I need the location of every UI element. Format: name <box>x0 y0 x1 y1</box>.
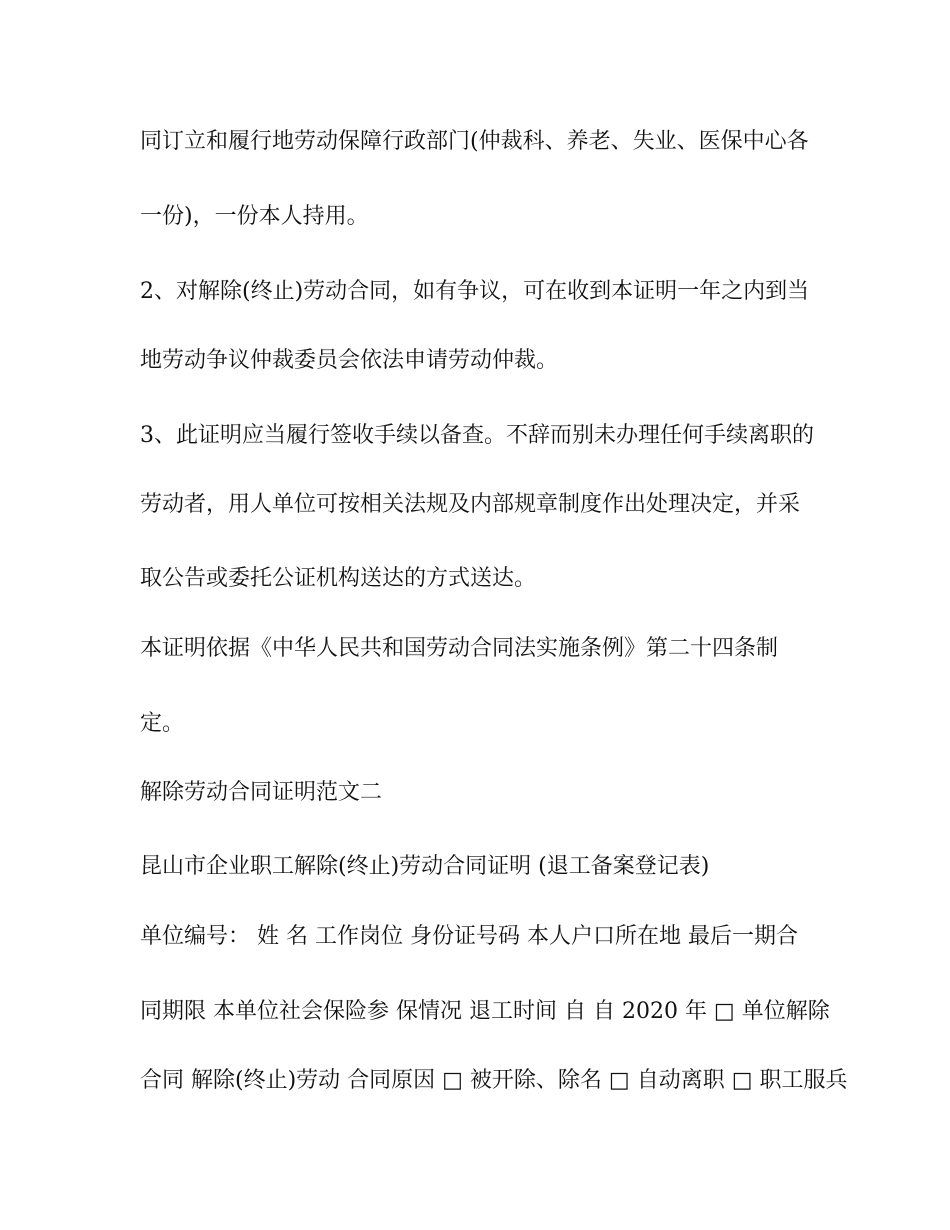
paragraph-3-line-3: 取公告或委托公证机构送达的方式送达。 <box>140 566 537 591</box>
form-title: 昆山市企业职工解除(终止)劳动合同证明 (退工备案登记表) <box>140 854 710 879</box>
paragraph-3-line-2: 劳动者，用人单位可按相关法规及内部规章制度作出处理决定，并采 <box>140 492 801 517</box>
form-fields-line-1: 单位编号： 姓 名 工作岗位 身份证号码 本人户口所在地 最后一期合 <box>140 924 798 949</box>
paragraph-1-line-2: 一份)，一份本人持用。 <box>140 204 369 229</box>
paragraph-2-line-2: 地劳动争议仲裁委员会依法申请劳动仲裁。 <box>140 348 559 373</box>
paragraph-1-line-1: 同订立和履行地劳动保障行政部门(仲裁科、养老、失业、医保中心各 <box>140 129 809 154</box>
paragraph-2-line-1: 2、对解除(终止)劳动合同，如有争议，可在收到本证明一年之内到当 <box>140 279 810 304</box>
paragraph-4-line-2: 定。 <box>140 711 185 736</box>
section-heading: 解除劳动合同证明范文二 <box>140 780 383 805</box>
paragraph-3-line-1: 3、此证明应当履行签收手续以备查。不辞而别未办理任何手续离职的 <box>140 423 814 448</box>
paragraph-4-line-1: 本证明依据《中华人民共和国劳动合同法实施条例》第二十四条制 <box>140 636 779 661</box>
form-fields-line-3: 合同 解除(终止)劳动 合同原因 □ 被开除、除名 □ 自动离职 □ 职工服兵 <box>140 1068 848 1093</box>
form-fields-line-2: 同期限 本单位社会保险参 保情况 退工时间 自 自 2020 年 □ 单位解除 <box>140 999 830 1024</box>
